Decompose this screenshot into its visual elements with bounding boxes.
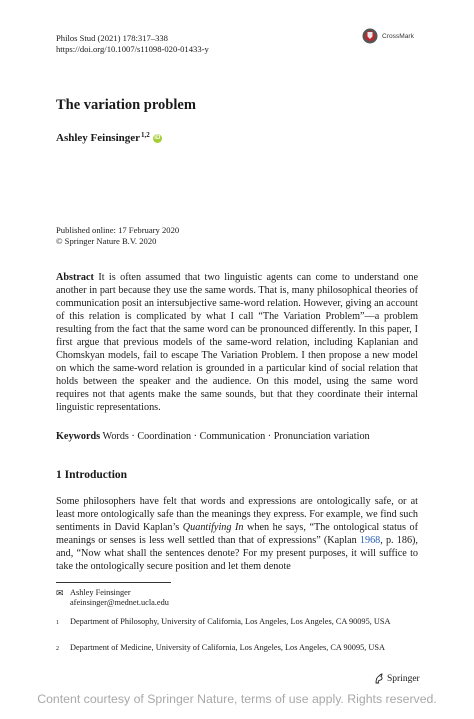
keywords-text: Words · Coordination · Communication · Pronunciation variation (102, 431, 370, 442)
abstract-label: Abstract (56, 272, 94, 283)
correspondence (56, 588, 169, 609)
citation-link[interactable]: 1968 (359, 535, 381, 547)
intro-text-3: , p. 186), and, “Now what shall the sentences denote? For my present purposes, it will suffice to take the ontologically secure position and let them denote (56, 535, 418, 573)
springer-horse-icon (374, 673, 384, 684)
intro-text-1: Some philosophers have felt that words and expressions are ontologically safe, or at least more ontologically safe than the meanings they express. For example, we find such sentiments in David Kaplan’s (56, 496, 418, 534)
crossmark-label: CrossMark (382, 32, 414, 40)
footnote-text: Department of Medicine, University of California, Los Angeles, Los Angeles, CA 90095, USA (70, 643, 386, 652)
envelope-icon: ✉ (56, 588, 64, 598)
correspondence-email[interactable]: afeinsinger@mednet.ucla.edu (70, 598, 169, 608)
footnote-number: 2 (56, 646, 59, 652)
crossmark-icon (362, 28, 378, 44)
author-line (56, 132, 162, 144)
publication-info (56, 225, 179, 246)
author-affiliation-markers: 1,2 (141, 131, 150, 139)
intro-text-2: when he says, “The ontological status of meanings or senses is less well settled than that of expressions” (Kaplan (56, 522, 418, 547)
courtesy-watermark: Content courtesy of Springer Nature, terms of use apply. Rights reserved. (37, 692, 437, 706)
affiliation-footnote-1 (56, 617, 418, 628)
footnote-number: 1 (56, 620, 59, 626)
doi-link[interactable]: https://doi.org/10.1007/s11098-020-01433-y (56, 43, 209, 54)
affiliation-footnote-2 (56, 643, 418, 654)
keywords (56, 430, 418, 443)
keywords-label: Keywords (56, 431, 101, 442)
published-date: Published online: 17 February 2020 (56, 225, 180, 235)
crossmark-badge[interactable] (362, 28, 414, 44)
footnote-text: Department of Philosophy, University of California, Los Angeles, Los Angeles, CA 90095, USA (70, 617, 391, 626)
book-title: Quantifying In (182, 522, 244, 534)
introduction-paragraph (56, 495, 418, 573)
orcid-icon[interactable]: iD (154, 135, 161, 141)
footnote-divider (56, 582, 171, 583)
section-heading-introduction: 1 Introduction (56, 469, 128, 481)
author-name: Ashley Feinsinger (56, 132, 141, 144)
journal-citation: Philos Stud (2021) 178:317–338 (56, 33, 168, 43)
abstract-text: It is often assumed that two linguistic agents can come to understand one another in part because they use the same words. That is, many philosophical theories of communication posit an intersubjective same-word relation. However, giving an account of this relation is complicated by what I call “The Variation Problem”—a problem resulting from the fact that the same word can be pronounced differently. In this paper, I first argue that previous models of the same-word relation, including Kaplanian and Chomskyan models, fail to escape The Variation Problem. I then propose a new model on which the same-word relation is grounded in a particular kind of social relation that holds between the speaker and the audience. On this model, using the same word requires not that agents make the same sounds, but that they coordinate their internal linguistic representations. (56, 272, 418, 414)
springer-logo (374, 673, 420, 684)
correspondence-name: Ashley Feinsinger (70, 588, 131, 597)
copyright-notice: © Springer Nature B.V. 2020 (56, 235, 157, 246)
journal-info (56, 33, 209, 54)
abstract (56, 271, 418, 415)
springer-label: Springer (387, 673, 420, 684)
article-title: The variation problem (56, 97, 196, 113)
